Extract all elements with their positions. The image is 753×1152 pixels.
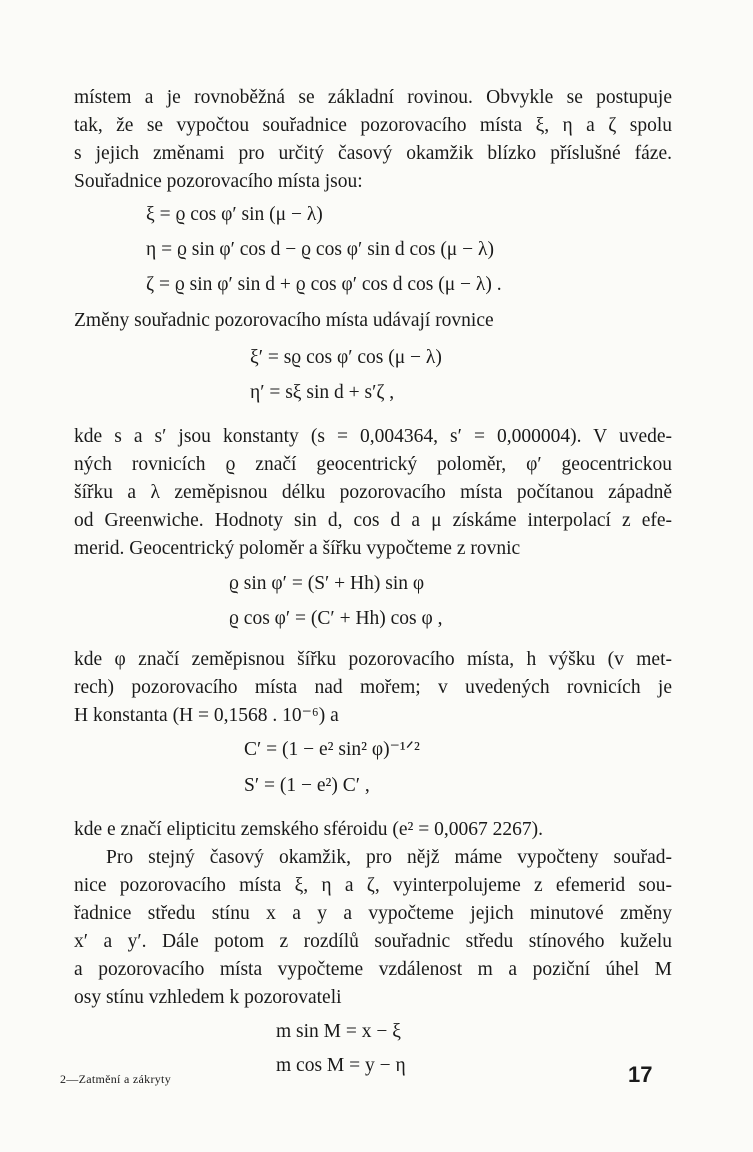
equation-rho-cos: ϱ cos φ′ = (C′ + Hh) cos φ , — [229, 608, 443, 629]
text-line: x′ a y′. Dále potom z rozdílů souřadnic středu stínového kuželu — [74, 931, 672, 952]
equation-rho-sin: ϱ sin φ′ = (S′ + Hh) sin φ — [229, 573, 425, 594]
equation-m-sin: m sin M = x − ξ — [276, 1021, 401, 1042]
text-line: s jejich změnami pro určitý časový okamžik blízko příslušné fáze. — [74, 143, 672, 164]
text-line: osy stínu vzhledem k pozorovateli — [74, 987, 342, 1008]
text-line: kde e značí elipticitu zemského sféroidu (e² = 0,0067 2267). — [74, 819, 543, 840]
text-line: merid. Geocentrický poloměr a šířku vypočteme z rovnic — [74, 538, 521, 559]
equation-xi-prime: ξ′ = sϱ cos φ′ cos (μ − λ) — [250, 347, 442, 368]
text-line: ných rovnicích ϱ značí geocentrický poloměr, φ′ geocentrickou — [74, 454, 672, 475]
text-line: šířku a λ zeměpisnou délku pozorovacího místa počítanou západně — [74, 482, 672, 503]
text-line: kde φ značí zeměpisnou šířku pozorovacího místa, h výšku (v met- — [74, 649, 672, 670]
running-title: 2—Zatmění a zákryty — [60, 1072, 171, 1086]
text-line: místem a je rovnoběžná se základní rovinou. Obvykle se postupuje — [74, 87, 672, 108]
text-line: řadnice středu stínu x a y a vypočteme jejich minutové změny — [74, 903, 672, 924]
text-line: H konstanta (H = 0,1568 . 10⁻⁶) a — [74, 705, 339, 726]
text-line: od Greenwiche. Hodnoty sin d, cos d a μ získáme interpolací z efe- — [74, 510, 672, 531]
equation-s-prime: S′ = (1 − e²) C′ , — [244, 775, 370, 796]
text-line: kde s a s′ jsou konstanty (s = 0,004364, s′ = 0,000004). V uvede- — [74, 426, 672, 447]
equation-eta-prime: η′ = sξ sin d + s′ζ , — [250, 382, 395, 403]
equation-zeta: ζ = ϱ sin φ′ sin d + ϱ cos φ′ cos d cos (μ − λ) . — [146, 274, 502, 295]
text-line: rech) pozorovacího místa nad mořem; v uvedených rovnicích je — [74, 677, 672, 698]
text-line: nice pozorovacího místa ξ, η a ζ, vyinterpolujeme z efemerid sou- — [74, 875, 672, 896]
equation-xi: ξ = ϱ cos φ′ sin (μ − λ) — [146, 204, 323, 225]
equation-m-cos: m cos M = y − η — [276, 1055, 406, 1076]
text-line: Změny souřadnic pozorovacího místa udávají rovnice — [74, 310, 494, 331]
text-line: Pro stejný časový okamžik, pro nějž máme vypočteny souřad- — [106, 847, 672, 868]
text-line: tak, že se vypočtou souřadnice pozorovacího místa ξ, η a ζ spolu — [74, 115, 672, 136]
text-line: a pozorovacího místa vypočteme vzdálenost m a poziční úhel M — [74, 959, 672, 980]
equation-c-prime: C′ = (1 − e² sin² φ)⁻¹ᐟ² — [244, 739, 420, 760]
text-line: Souřadnice pozorovacího místa jsou: — [74, 171, 363, 192]
equation-eta: η = ϱ sin φ′ cos d − ϱ cos φ′ sin d cos (μ − λ) — [146, 239, 494, 260]
page-number: 17 — [628, 1062, 653, 1087]
